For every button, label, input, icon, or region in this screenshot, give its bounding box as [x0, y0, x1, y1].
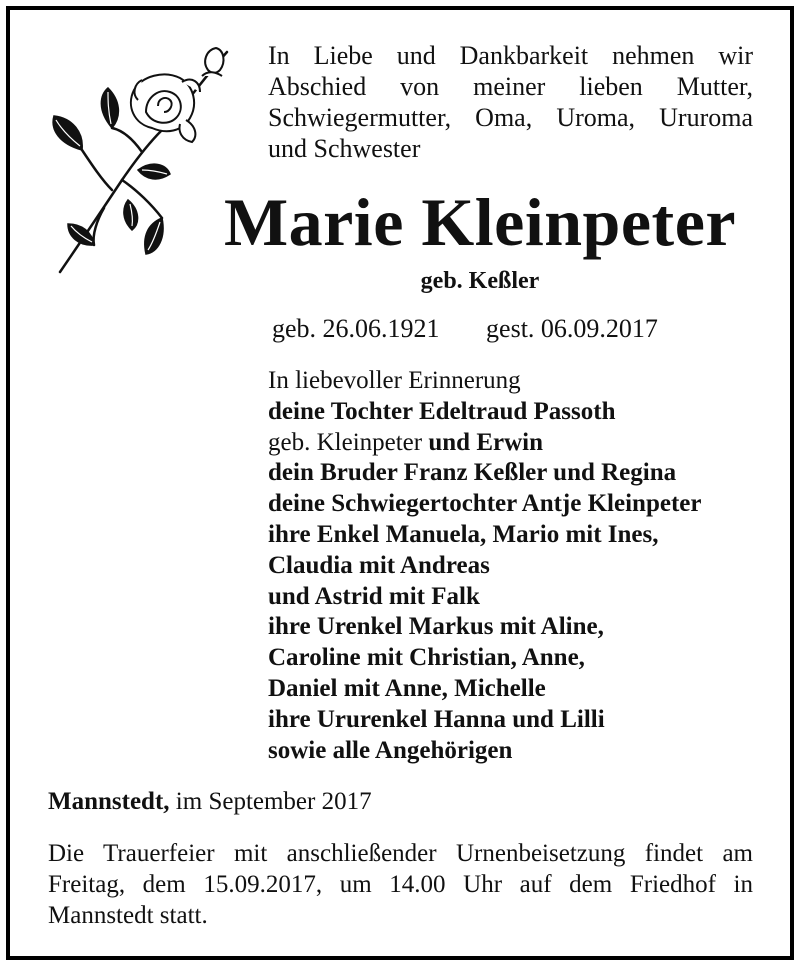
place-and-date — [48, 788, 372, 816]
mourner-line: Claudia mit Andreas — [268, 551, 490, 579]
intro-line: Schwiegermutter, Oma, Uroma, Ururoma — [268, 103, 753, 132]
birth-date: geb. 26.06.1921 — [272, 314, 440, 343]
deceased-name: Marie Kleinpeter — [223, 184, 737, 260]
intro-line: In Liebe und Dankbarkeit nehmen wir — [268, 41, 753, 70]
intro-text — [268, 40, 753, 164]
intro-line: und Schwester — [268, 134, 421, 163]
mourner-line: ihre Ururenkel Hanna und Lilli — [268, 705, 605, 733]
mourner-line: und Astrid mit Falk — [268, 582, 480, 610]
mourner-line-plain: geb. Kleinpeter — [268, 428, 423, 456]
life-dates — [272, 314, 658, 344]
place-town: Mannstedt, — [48, 788, 170, 815]
mourner-line-bold: und Erwin — [422, 428, 543, 456]
service-line: Mannstedt statt. — [48, 902, 208, 929]
mourner-line: Daniel mit Anne, Michelle — [268, 674, 546, 702]
mourner-line: dein Bruder Franz Keßler und Regina — [268, 459, 677, 487]
maiden-name: geb. Keßler — [420, 268, 540, 294]
mourner-line: Caroline mit Christian, Anne, — [268, 644, 585, 672]
mourner-line: ihre Urenkel Markus mit Aline, — [268, 613, 604, 641]
mourners-intro: In liebevoller Erinnerung — [268, 367, 521, 394]
mourners-list — [268, 366, 768, 766]
service-line: Freitag, dem 15.09.2017, um 14.00 Uhr auf dem Friedhof in — [48, 871, 753, 898]
intro-line: Abschied von meiner lieben Mutter, — [268, 72, 753, 101]
mourner-line: deine Schwiegertochter Antje Kleinpeter — [268, 490, 702, 518]
place-date: im September 2017 — [169, 788, 372, 815]
death-date: gest. 06.09.2017 — [486, 314, 658, 343]
mourner-line: ihre Enkel Manuela, Mario mit Ines, — [268, 520, 659, 548]
mourner-line: deine Tochter Edeltraud Passoth — [268, 397, 616, 425]
service-line: Die Trauerfeier mit anschließender Urnenbeisetzung findet am — [48, 840, 753, 867]
mourner-line — [268, 428, 768, 459]
mourner-line: sowie alle Angehörigen — [268, 736, 513, 764]
funeral-service-info — [48, 838, 753, 931]
